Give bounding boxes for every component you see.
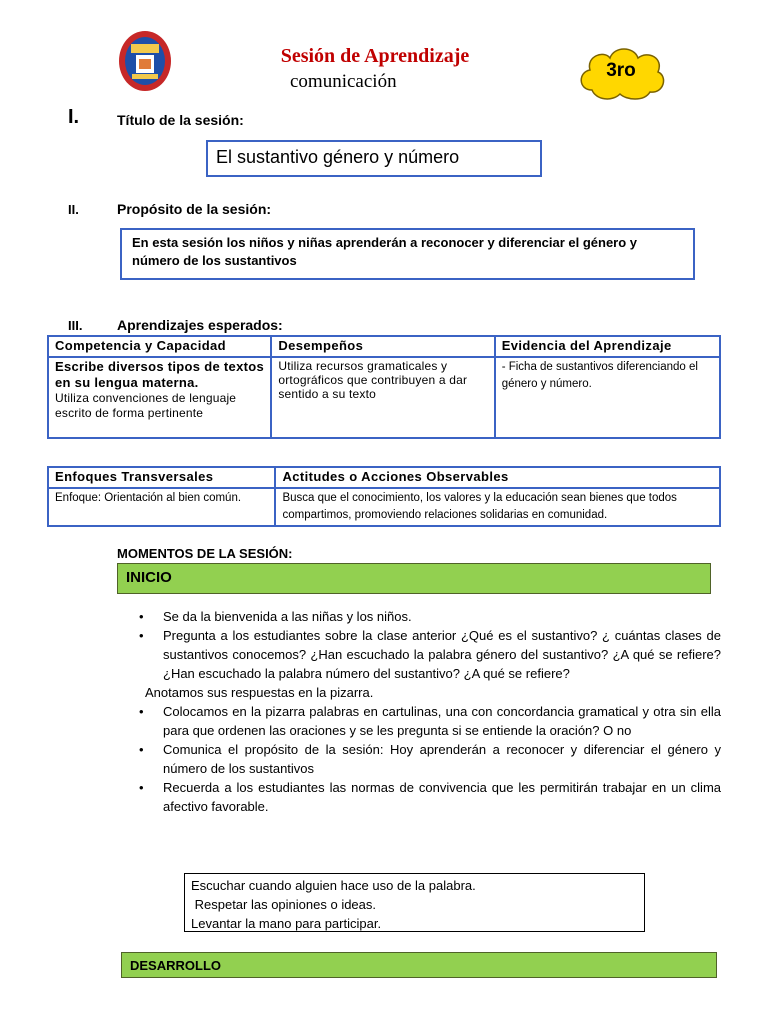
list-item: • Recuerda a los estudiantes las normas de convivencia que les permitirán trabajar en un clima afectivo favorable.	[117, 778, 721, 816]
enfoques-table	[47, 466, 721, 527]
list-item: • Se da la bienvenida a las niñas y los niños.	[117, 607, 721, 626]
session-title-label: Título de la sesión:	[117, 112, 244, 128]
header-enfoques: Enfoques Transversales	[48, 467, 275, 488]
section-number-1: I.	[68, 106, 80, 128]
inicio-bar	[117, 563, 711, 594]
norma-item: Levantar la mano para participar.	[191, 916, 382, 931]
capacidad-text: Utiliza convenciones de lenguaje escrito de forma pertinente	[55, 391, 237, 420]
competencia-cell	[48, 357, 271, 438]
header-desempenos: Desempeños	[271, 336, 494, 357]
inicio-content	[117, 607, 721, 816]
enfoque-cell	[48, 488, 275, 526]
grade-badge: 3ro	[606, 60, 636, 81]
desarrollo-heading: DESARROLLO	[130, 958, 221, 973]
desempeno-text: Utiliza recursos gramaticales y ortográficos que contribuyen a dar sentido a su texto	[278, 359, 468, 401]
section-number-3: III.	[68, 318, 83, 333]
section-number-2: II.	[68, 202, 79, 217]
page-title: Sesión de Aprendizaje	[280, 45, 470, 67]
actitud-text: Busca que el conocimiento, los valores y la educación sean bienes que todos compartimos, promoviendo relaciones solidarias en comunidad.	[282, 492, 677, 521]
desarrollo-bar	[121, 952, 717, 978]
header-actitudes: Actitudes o Acciones Observables	[275, 467, 720, 488]
enfoque-text: Enfoque: Orientación al bien común.	[55, 492, 242, 504]
purpose-label: Propósito de la sesión:	[117, 201, 272, 217]
norma-item: Escuchar cuando alguien hace uso de la palabra.	[191, 878, 476, 893]
header-evidencia: Evidencia del Aprendizaje	[495, 336, 720, 357]
purpose-value: En esta sesión los niños y niñas aprenderán a reconocer y diferenciar el género y número de los sustantivos	[132, 235, 638, 268]
school-crest-icon	[118, 30, 172, 92]
inicio-heading: INICIO	[126, 569, 172, 586]
normas-box	[184, 873, 645, 932]
expected-learning-table	[47, 335, 721, 439]
desempeno-cell	[271, 357, 494, 438]
session-title-box	[206, 140, 542, 177]
expected-learning-label: Aprendizajes esperados:	[117, 317, 283, 333]
competencia-text: Escribe diversos tipos de textos en su lengua materna.	[55, 359, 265, 390]
header-competencia: Competencia y Capacidad	[48, 336, 271, 357]
evidencia-cell	[495, 357, 720, 438]
norma-item: Respetar las opiniones o ideas.	[191, 897, 377, 912]
moments-label: MOMENTOS DE LA SESIÓN:	[117, 546, 293, 561]
session-title-value: El sustantivo género y número	[216, 147, 460, 167]
purpose-box	[120, 228, 695, 280]
list-item: • Comunica el propósito de la sesión: Hoy aprenderán a reconocer y diferenciar el género y número de los sustantivos	[117, 740, 721, 778]
subject-label: comunicación	[290, 71, 397, 92]
answers-note: Anotamos sus respuestas en la pizarra.	[145, 685, 374, 700]
list-item: • Pregunta a los estudiantes sobre la clase anterior ¿Qué es el sustantivo? ¿ cuántas clases de sustantivos conocemos? ¿Han escuchado la palabra género del sustantivo? ¿A qué se refiere? ¿Han escuchado la palabra número del sustantivo? ¿A qué se refiere?	[117, 626, 721, 683]
actitud-cell	[275, 488, 720, 526]
evidencia-text: - Ficha de sustantivos diferenciando el género y número.	[501, 361, 698, 390]
list-item: • Colocamos en la pizarra palabras en cartulinas, una con concordancia gramatical y otra sin ella para que ordenen las oraciones y se les pregunta si se entiende la oración? O no	[117, 702, 721, 740]
